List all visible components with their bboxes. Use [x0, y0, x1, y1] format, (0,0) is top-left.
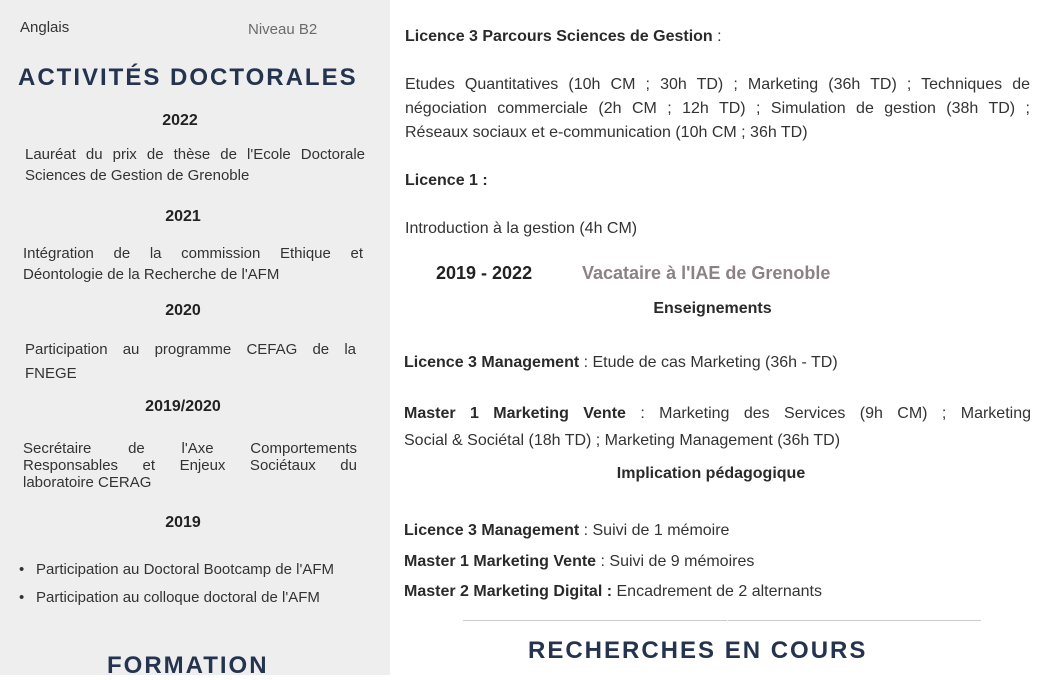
implication-item-3: Master 2 Marketing Digital : Encadrement de 2 alternants	[404, 583, 822, 600]
activity-year-2022: 2022	[162, 112, 198, 129]
formation-title: FORMATION	[107, 652, 269, 679]
research-title: RECHERCHES EN COURS	[528, 637, 868, 664]
l1-text: Introduction à la gestion (4h CM)	[405, 220, 638, 237]
enseignements-l3: Licence 3 Management : Etude de cas Marketing (36h - TD)	[404, 354, 838, 371]
list-item: • Participation au colloque doctoral de l'AFM	[16, 584, 334, 612]
job-title: Vacataire à l'IAE de Grenoble	[582, 263, 831, 283]
cropped-line-decoration	[20, 0, 360, 2]
l3-gestion-text: Etudes Quantitatives (10h CM ; 30h TD) ; Marketing (36h TD) ; Techniques de négociation commerciale (2h CM ; 12h TD) ; Simulation de gestion (38h TD) ; Réseaux sociaux et e-communication (10h CM ; 36h TD)	[405, 76, 1030, 141]
l3-gestion-heading: Licence 3 Parcours Sciences de Gestion :	[405, 28, 722, 45]
enseignements-title: Enseignements	[653, 300, 772, 317]
activity-list-2019	[16, 556, 334, 612]
activity-text-2021: Intégration de la commission Ethique et Déontologie de la Recherche de l'AFM	[23, 245, 363, 283]
enseignements-m1: Master 1 Marketing Vente : Marketing des Services (9h CM) ; Marketing Social & Sociétal (18h TD) ; Marketing Management (36h TD)	[404, 405, 1031, 449]
implication-item-2: Master 1 Marketing Vente : Suivi de 9 mémoires	[404, 553, 755, 570]
activity-year-2019-2020: 2019/2020	[145, 398, 221, 415]
language-name: Anglais	[20, 19, 70, 36]
list-item: • Participation au Doctoral Bootcamp de l'AFM	[16, 556, 334, 584]
activity-year-2021: 2021	[165, 208, 201, 225]
implication-item-1: Licence 3 Management : Suivi de 1 mémoire	[404, 522, 730, 539]
activity-text-2022: Lauréat du prix de thèse de l'Ecole Doctorale Sciences de Gestion de Grenoble	[25, 146, 365, 184]
implication-title: Implication pédagogique	[616, 465, 806, 482]
activities-title: ACTIVITÉS DOCTORALES	[18, 64, 358, 91]
activity-text-2020: Participation au programme CEFAG de la FNEGE	[25, 341, 356, 382]
sidebar	[0, 0, 390, 679]
activity-text-2019-2020: Secrétaire de l'Axe Comportements Responsables et Enjeux Sociétaux du laboratoire CERAG	[23, 440, 357, 491]
job-period: 2019 - 2022	[436, 263, 533, 283]
divider-left	[463, 620, 727, 621]
activity-year-2019: 2019	[165, 514, 201, 531]
divider-right	[728, 620, 981, 621]
l1-heading: Licence 1 :	[405, 172, 488, 189]
language-level: Niveau B2	[248, 21, 318, 38]
activity-year-2020: 2020	[165, 302, 201, 319]
main-content	[391, 0, 1058, 675]
